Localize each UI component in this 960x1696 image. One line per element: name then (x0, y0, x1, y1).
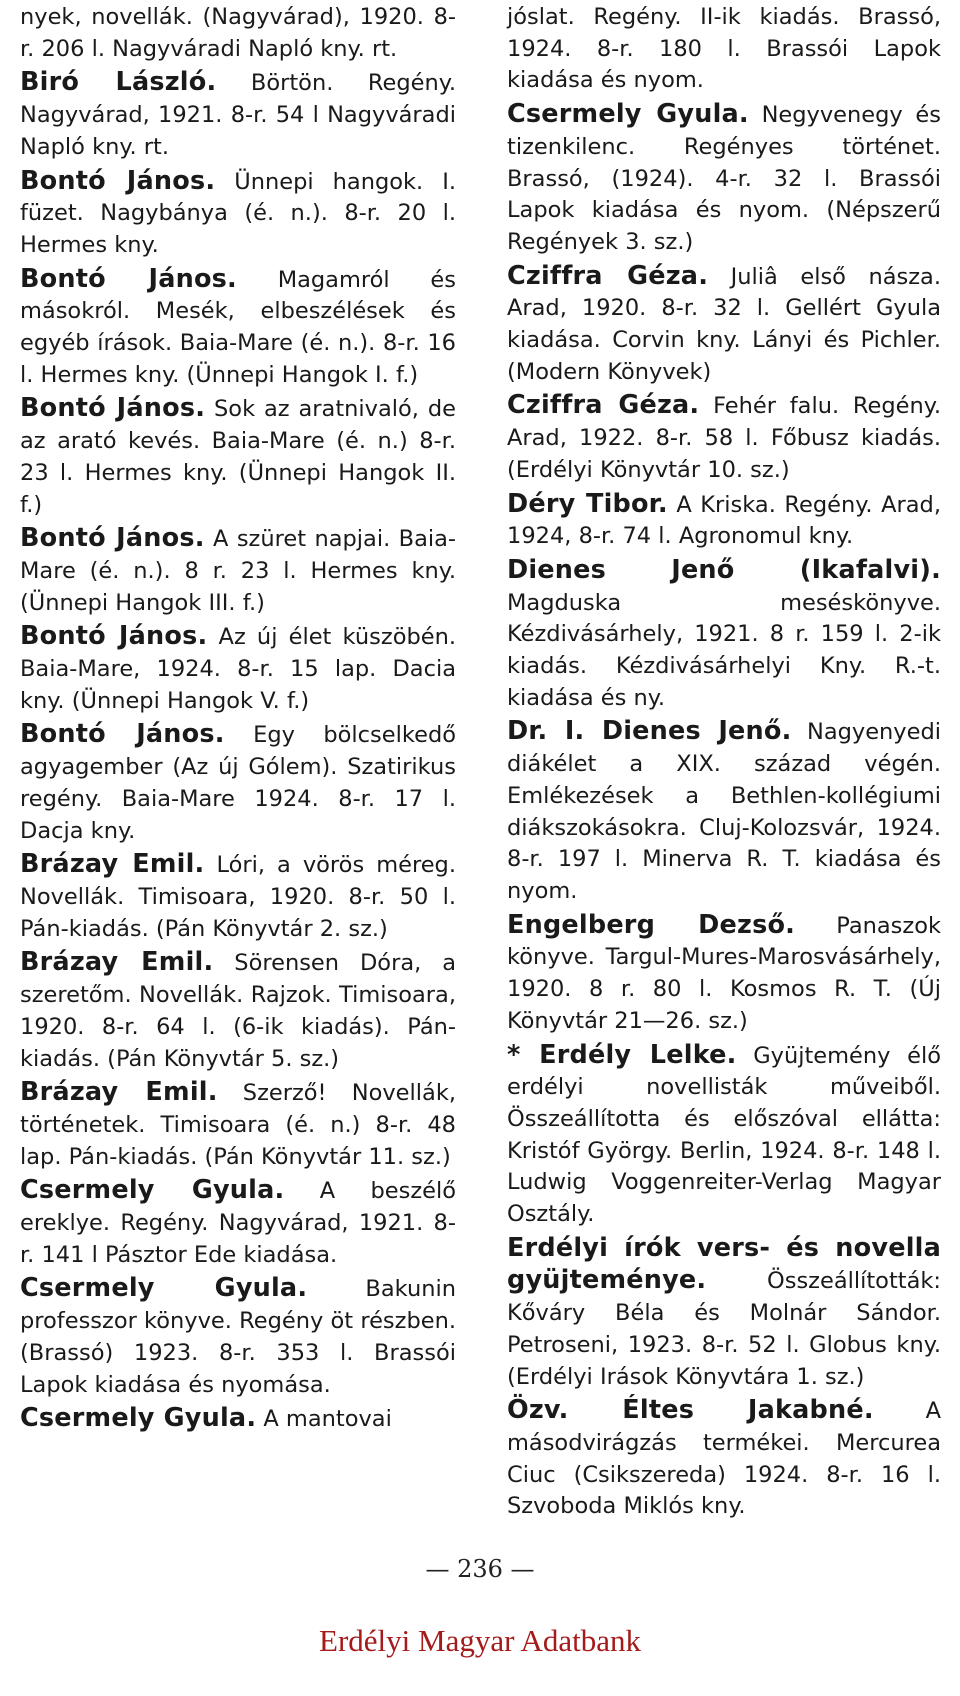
bibliography-entry (20, 67, 456, 163)
entry-author: Brázay Emil. (20, 947, 214, 978)
bibliography-entry (20, 264, 456, 392)
entry-author: Brázay Emil. (20, 849, 205, 880)
entry-author: Bontó János. (20, 621, 208, 652)
bibliography-entry (507, 261, 941, 389)
entry-text: Magduska meséskönyve. Kézdivásárhely, 1921. 8 r. 159 l. 2-ik kiadás. Kézdivásárhelyi Kny. R.-t. kiadása és ny. (507, 589, 941, 711)
bibliography-entry (20, 2, 456, 65)
bibliography-entry (507, 99, 941, 259)
entry-author: Özv. Éltes Jakabné. (507, 1395, 874, 1426)
entry-text: Lóri, a vörös méreg. Novellák. Timisoara, 1920. 8-r. 50 l. Pán-kiadás. (Pán Könyvtár 2. sz.) (20, 852, 456, 942)
entry-author: Bontó János. (20, 523, 205, 554)
bibliography-entry (20, 621, 456, 717)
entry-author: Csermely Gyula. (20, 1403, 257, 1434)
entry-author: Csermely Gyula. (20, 1175, 285, 1206)
entry-text: Sörensen Dóra, a szeretőm. Novellák. Rajzok. Timisoara, 1920. 8-r. 64 l. (6-ik kiadás). Pán-kiadás. (Pán Könyvtár 5. sz.) (20, 950, 456, 1072)
entry-text: A szüret napjai. Baia-Mare (é. n.). 8 r. 23 l. Hermes kny. (Ünnepi Hangok III. f.) (20, 526, 457, 616)
entry-text: Juliâ első násza. Arad, 1920. 8-r. 32 l. Gellért Gyula kiadása. Corvin kny. Lányi és Pichler. (Modern Könyvek) (507, 263, 941, 385)
entry-text: Fehér falu. Regény. Arad, 1922. 8-r. 58 l. Főbusz kiadás. (Erdélyi Könyvtár 10. sz.) (507, 393, 941, 483)
bibliography-entry (507, 716, 941, 907)
entry-author: Bontó János. (20, 263, 237, 294)
entry-author: Cziffra Géza. (507, 260, 709, 291)
entry-text: Ünnepi hangok. I. füzet. Nagybánya (é. n.). 8-r. 20 l. Hermes kny. (20, 168, 457, 258)
entry-author: Csermely Gyula. (20, 1273, 308, 1304)
entry-author: Dienes Jenő (Ikafalvi). (507, 554, 941, 585)
entry-text: Negyvenegy és tizenkilenc. Regényes történet. Brassó, (1924). 4-r. 32 l. Brassói Lapok kiadása és nyom. (Népszerű Regények 3. sz.) (507, 102, 941, 255)
entry-text: A mantovai (263, 1406, 392, 1433)
entry-text: Börtön. Regény. Nagyvárad, 1921. 8-r. 54 l Nagyváradi Napló kny. rt. (20, 70, 457, 160)
entry-author: Biró László. (20, 67, 217, 98)
entry-text: A beszélő ereklye. Regény. Nagyvárad, 1921. 8-r. 141 l Pásztor Ede kiadása. (20, 1178, 456, 1268)
bibliography-entry (20, 1077, 456, 1173)
entry-author: Csermely Gyula. (507, 99, 749, 130)
entry-author: Brázay Emil. (20, 1077, 218, 1108)
entry-text: A másodvirágzás termékei. Mercurea Ciuc (Csikszereda) 1924. 8-r. 16 l. Szvoboda Miklós kny. (507, 1398, 941, 1520)
bibliography-entry (507, 555, 941, 715)
entry-author: Bontó János. (20, 393, 206, 424)
bibliography-entry (507, 390, 941, 486)
bibliography-entry (20, 393, 456, 521)
entry-text: Gyüjtemény élő erdélyi novellisták műveiből. Összeállította és előszóval ellátta: Kristóf György. Berlin, 1924. 8-r. 148 l. Ludwig Voggenreiter-Verlag Magyar Osztály. (507, 1042, 941, 1228)
entry-text: Magamról és másokról. Mesék, elbeszélések és egyéb írások. Baia-Mare (é. n.). 8-r. 16 l. Hermes kny. (Ünnepi Hangok I. f.) (20, 266, 456, 388)
bibliography-entry (507, 1233, 941, 1394)
entry-author: * Erdély Lelke. (507, 1039, 737, 1070)
footer-watermark: Erdélyi Magyar Adatbank (319, 1623, 641, 1658)
entry-author: Déry Tibor. (507, 488, 668, 519)
entry-text: nyek, novellák. (Nagyvárad), 1920. 8-r. 206 l. Nagyváradi Napló kny. rt. (20, 4, 456, 62)
entry-text: jóslat. Regény. II-ik kiadás. Brassó, 1924. 8-r. 180 l. Brassói Lapok kiadása és nyom. (507, 4, 941, 94)
entry-text: Sok az aratnivaló, de az arató kevés. Baia-Mare (é. n.) 8-r. 23 l. Hermes kny. (Ünnepi Hangok II. f.) (20, 396, 456, 518)
entry-text: A Kriska. Regény. Arad, 1924, 8-r. 74 l. Agronomul kny. (507, 491, 941, 550)
bibliography-entry (20, 523, 456, 619)
left-column (20, 2, 456, 1436)
bibliography-entry (20, 1273, 456, 1401)
entry-author: Engelberg Dezső. (507, 909, 796, 940)
bibliography-entry (507, 1395, 941, 1523)
bibliography-entry (20, 947, 456, 1075)
entry-author: Dr. I. Dienes Jenő. (507, 716, 792, 747)
entry-text: Az új élet küszöbén. Baia-Mare, 1924. 8-r. 15 lap. Dacia kny. (Ünnepi Hangok V. f.) (20, 624, 456, 714)
bibliography-entry (507, 1040, 941, 1231)
bibliography-entry (507, 910, 941, 1038)
entry-author: Bontó János. (20, 165, 216, 196)
bibliography-entry (20, 166, 456, 262)
entry-text: Egy bölcselkedő agyagember (Az új Gólem). Szatirikus regény. Baia-Mare 1924. 8-r. 17 l. Dacja kny. (20, 722, 456, 844)
entry-author: Erdélyi írók vers- és novella gyüjteménye. (507, 1232, 941, 1296)
entry-text: Szerző! Novellák, történetek. Timisoara (é. n.) 8-r. 48 lap. Pán-kiadás. (Pán Könyvtár 11. sz.) (20, 1080, 456, 1170)
entry-text: Nagyenyedi diákélet a XIX. század végén. Emlékezések a Bethlen-kollégiumi diákszokásokra. Cluj-Kolozsvár, 1924. 8-r. 197 l. Minerva R. T. kiadása és nyom. (507, 719, 941, 904)
entry-text: Panaszok könyve. Targul-Mures-Marosvásárhely, 1920. 8 r. 80 l. Kosmos R. T. (Új Könyvtár 21—26. sz.) (507, 912, 941, 1034)
bibliography-entry (507, 489, 941, 553)
bibliography-entry (20, 1403, 456, 1436)
bibliography-entry (20, 719, 456, 847)
bibliography-entry (20, 1175, 456, 1271)
entry-author: Bontó János. (20, 719, 225, 750)
bibliography-entry (507, 2, 941, 97)
bibliography-entry (20, 849, 456, 945)
right-column (507, 2, 941, 1523)
entry-text: Összeállították: Kőváry Béla és Molnár Sándor. Petroseni, 1923. 8-r. 52 l. Globus kny. (Erdélyi Irások Könyvtára 1. sz.) (507, 1268, 941, 1390)
entry-text: Bakunin professzor könyve. Regény öt részben. (Brassó) 1923. 8-r. 353 l. Brassói Lapok kiadása és nyomása. (20, 1276, 456, 1398)
entry-author: Cziffra Géza. (507, 390, 700, 421)
page-number: — 236 — (425, 1555, 535, 1583)
